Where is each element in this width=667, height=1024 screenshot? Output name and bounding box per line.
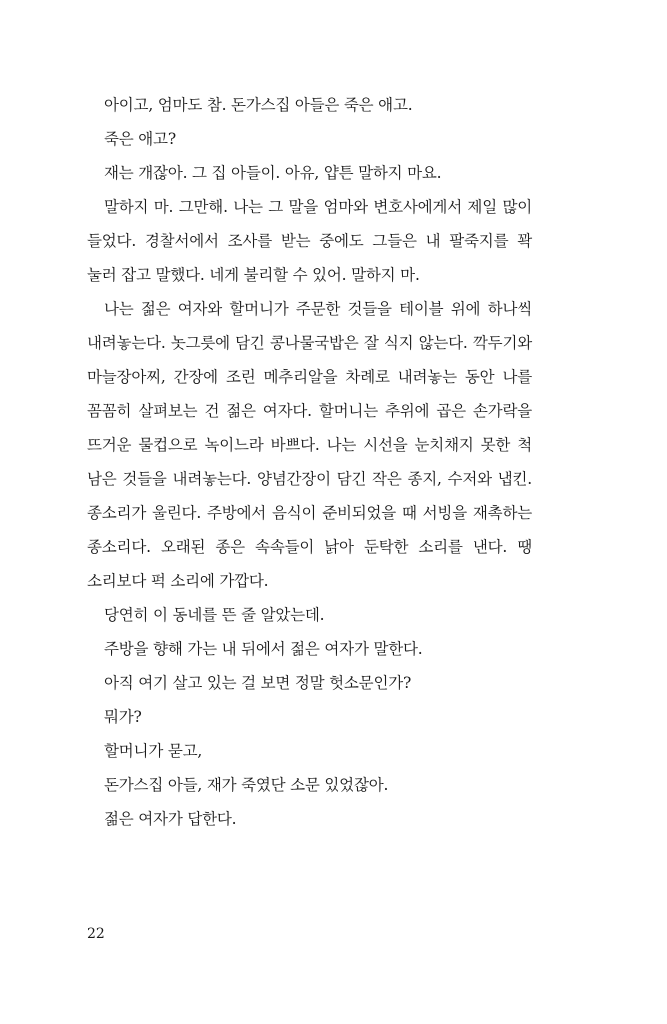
paragraph: 뭐가? xyxy=(104,708,142,726)
paragraph: 당연히 이 동네를 뜬 줄 알았는데. xyxy=(104,606,325,624)
paragraph: 돈가스집 아들, 재가 죽였단 소문 있었잖아. xyxy=(104,776,389,794)
paragraph: 나는 젊은 여자와 할머니가 주문한 것들을 테이블 위에 하나씩 내려놓는다. 놋그릇에 담긴 콩나물국밥은 잘 식지 않는다. 깍두기와 마늘장아찌, 간장에 조린 메추리알을 차례로 내려놓는 동안 나를 꼼꼼히 살펴보는 건 젊은 여자다. 할머니는 추위에 곱은 손가락을 뜨거운 물컵으로 녹이느라 바쁘다. 나는 시선을 눈치채지 못한 척 남은 것들을 내려놓는다. 양념간장이 담긴 작은 종지, 수저와 냅킨. 종소리가 울린다. 주방에서 음식이 준비되었을 때 서빙을 재촉하는 종소리다. 오래된 종은 속속들이 낡아 둔탁한 소리를 낸다. 땡 소리보다 퍽 소리에 가깝다. xyxy=(87,300,532,590)
paragraph: 아이고, 엄마도 참. 돈가스집 아들은 죽은 애고. xyxy=(104,96,413,114)
paragraph: 할머니가 묻고, xyxy=(104,742,203,760)
paragraph: 재는 개잖아. 그 집 아들이. 아유, 얍튼 말하지 마요. xyxy=(104,164,442,182)
page-number: 22 xyxy=(87,926,105,942)
paragraph: 아직 여기 살고 있는 걸 보면 정말 헛소문인가? xyxy=(104,674,412,692)
body-text xyxy=(87,88,532,836)
paragraph: 주방을 향해 가는 내 뒤에서 젊은 여자가 말한다. xyxy=(104,640,423,658)
paragraph: 말하지 마. 그만해. 나는 그 말을 엄마와 변호사에게서 제일 많이 들었다. 경찰서에서 조사를 받는 중에도 그들은 내 팔죽지를 꽉 눌러 잡고 말했다. 네게 불리할 수 있어. 말하지 마. xyxy=(87,198,532,284)
paragraph: 죽은 애고? xyxy=(104,130,176,148)
paragraph: 젊은 여자가 답한다. xyxy=(104,810,237,828)
